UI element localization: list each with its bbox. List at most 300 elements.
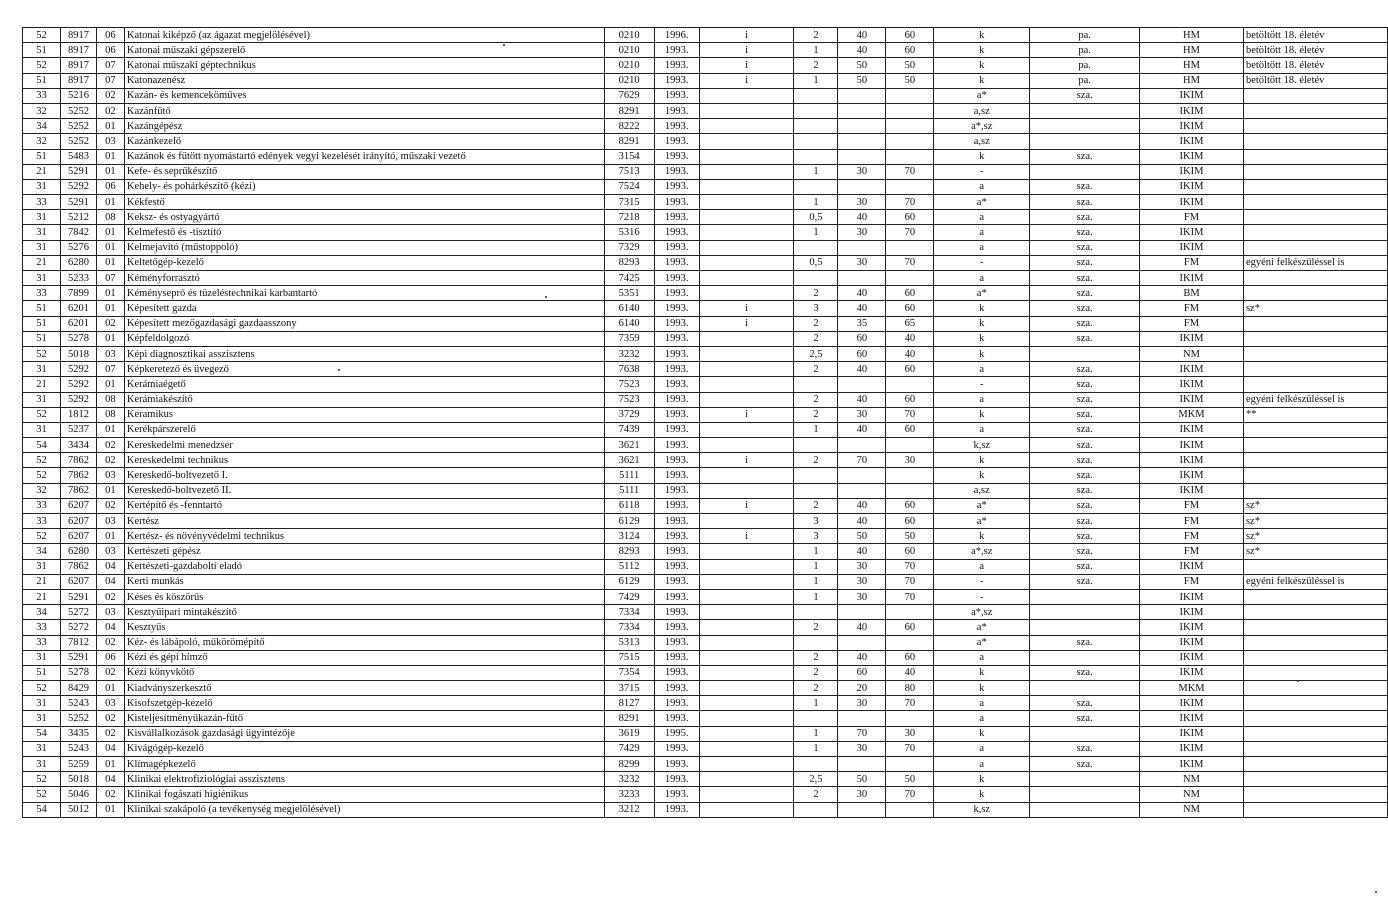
year-cell: 1993. (654, 195, 699, 210)
exam-type-cell (1030, 620, 1140, 635)
entry-flag-cell (699, 483, 794, 498)
year-cell: 1993. (654, 574, 699, 589)
occupation-name-cell: Képkeretező és üvegező (124, 362, 604, 377)
ministry-cell: HM (1140, 43, 1244, 58)
table-row (23, 28, 1388, 43)
exam-type-cell: sza. (1030, 696, 1140, 711)
duration-cell (794, 605, 838, 620)
table-row (23, 422, 1388, 437)
ministry-cell: IKIM (1140, 483, 1244, 498)
table-row (23, 179, 1388, 194)
year-cell: 1993. (654, 802, 699, 817)
exam-type-cell: sza. (1030, 240, 1140, 255)
entry-flag-cell (699, 164, 794, 179)
year-cell: 1993. (654, 225, 699, 240)
exam-type-cell: sza. (1030, 362, 1140, 377)
note-cell: sz* (1243, 301, 1387, 316)
year-cell: 1993. (654, 149, 699, 164)
duration-cell (794, 134, 838, 149)
exam-type-cell (1030, 802, 1140, 817)
entry-requirement-cell: a* (934, 195, 1030, 210)
note-cell (1243, 650, 1387, 665)
entry-requirement-cell: a* (934, 514, 1030, 529)
practice-percent-cell (886, 438, 934, 453)
year-cell: 1993. (654, 346, 699, 361)
occupation-name-cell: Kerámiakészítő (124, 392, 604, 407)
entry-requirement-cell: k (934, 529, 1030, 544)
practice-percent-cell: 70 (886, 559, 934, 574)
ministry-cell: NM (1140, 346, 1244, 361)
exam-type-cell: sza. (1030, 453, 1140, 468)
ministry-cell: IKIM (1140, 711, 1244, 726)
level-code-cell: 54 (23, 726, 61, 741)
note-cell (1243, 103, 1387, 118)
entry-requirement-cell: a*,sz (934, 544, 1030, 559)
entry-flag-cell: i (699, 498, 794, 513)
entry-flag-cell (699, 225, 794, 240)
duration-cell (794, 438, 838, 453)
practice-percent-cell: 60 (886, 392, 934, 407)
note-cell: betöltött 18. életév (1243, 28, 1387, 43)
feor-code-cell: 3434 (60, 438, 96, 453)
entry-flag-cell: i (699, 28, 794, 43)
table-row (23, 544, 1388, 559)
exam-type-cell: sza. (1030, 195, 1140, 210)
exam-type-cell: sza. (1030, 438, 1140, 453)
sub-code-cell: 03 (96, 468, 124, 483)
note-cell (1243, 210, 1387, 225)
table-row (23, 483, 1388, 498)
entry-requirement-cell: a (934, 240, 1030, 255)
table-row (23, 316, 1388, 331)
theory-percent-cell: 30 (838, 164, 886, 179)
duration-cell: 2,5 (794, 772, 838, 787)
level-code-cell: 34 (23, 544, 61, 559)
isco-code-cell: 0210 (604, 58, 654, 73)
sub-code-cell: 01 (96, 529, 124, 544)
theory-percent-cell (838, 605, 886, 620)
year-cell: 1993. (654, 757, 699, 772)
level-code-cell: 52 (23, 772, 61, 787)
note-cell: ** (1243, 407, 1387, 422)
theory-percent-cell: 40 (838, 514, 886, 529)
sub-code-cell: 01 (96, 802, 124, 817)
table-row (23, 210, 1388, 225)
feor-code-cell: 6207 (60, 498, 96, 513)
occupation-name-cell: Kéményseprő és tüzeléstechnikai karbantartó (124, 286, 604, 301)
exam-type-cell: sza. (1030, 377, 1140, 392)
entry-requirement-cell: - (934, 589, 1030, 604)
ministry-cell: NM (1140, 802, 1244, 817)
feor-code-cell: 5259 (60, 757, 96, 772)
practice-percent-cell (886, 757, 934, 772)
sub-code-cell: 01 (96, 255, 124, 270)
entry-requirement-cell: a,sz (934, 103, 1030, 118)
entry-requirement-cell: - (934, 255, 1030, 270)
ministry-cell: IKIM (1140, 726, 1244, 741)
table-row (23, 58, 1388, 73)
year-cell: 1993. (654, 179, 699, 194)
year-cell: 1993. (654, 559, 699, 574)
isco-code-cell: 3212 (604, 802, 654, 817)
entry-requirement-cell: k (934, 665, 1030, 680)
isco-code-cell: 7218 (604, 210, 654, 225)
practice-percent-cell (886, 179, 934, 194)
year-cell: 1993. (654, 635, 699, 650)
entry-requirement-cell: a (934, 422, 1030, 437)
feor-code-cell: 5291 (60, 650, 96, 665)
practice-percent-cell: 70 (886, 164, 934, 179)
entry-flag-cell (699, 741, 794, 756)
sub-code-cell: 01 (96, 164, 124, 179)
exam-type-cell: pa. (1030, 28, 1140, 43)
occupation-name-cell: Kazángépész (124, 119, 604, 134)
feor-code-cell: 7862 (60, 468, 96, 483)
sub-code-cell: 01 (96, 681, 124, 696)
ministry-cell: FM (1140, 574, 1244, 589)
year-cell: 1993. (654, 620, 699, 635)
duration-cell: 1 (794, 589, 838, 604)
duration-cell: 2 (794, 787, 838, 802)
entry-flag-cell (699, 620, 794, 635)
occupation-name-cell: Kazánkezelő (124, 134, 604, 149)
theory-percent-cell: 30 (838, 589, 886, 604)
occupation-name-cell: Kivágógép-kezelő (124, 741, 604, 756)
entry-flag-cell (699, 681, 794, 696)
practice-percent-cell: 70 (886, 741, 934, 756)
exam-type-cell: sza. (1030, 407, 1140, 422)
note-cell (1243, 726, 1387, 741)
feor-code-cell: 6280 (60, 255, 96, 270)
isco-code-cell: 5313 (604, 635, 654, 650)
entry-requirement-cell: k (934, 301, 1030, 316)
ministry-cell: IKIM (1140, 665, 1244, 680)
occupation-name-cell: Kertész- és növényvédelmi technikus (124, 529, 604, 544)
entry-requirement-cell: k,sz (934, 438, 1030, 453)
ministry-cell: IKIM (1140, 559, 1244, 574)
entry-requirement-cell: k (934, 772, 1030, 787)
duration-cell: 2 (794, 362, 838, 377)
duration-cell: 2 (794, 620, 838, 635)
exam-type-cell: sza. (1030, 635, 1140, 650)
practice-percent-cell: 60 (886, 650, 934, 665)
note-cell (1243, 787, 1387, 802)
year-cell: 1996. (654, 28, 699, 43)
ministry-cell: IKIM (1140, 195, 1244, 210)
practice-percent-cell: 70 (886, 696, 934, 711)
table-row (23, 195, 1388, 210)
ministry-cell: FM (1140, 544, 1244, 559)
occupation-name-cell: Kékfestő (124, 195, 604, 210)
practice-percent-cell: 60 (886, 28, 934, 43)
feor-code-cell: 6201 (60, 316, 96, 331)
sub-code-cell: 01 (96, 301, 124, 316)
sub-code-cell: 01 (96, 286, 124, 301)
table-row (23, 103, 1388, 118)
occupation-name-cell: Klinikai fogászati higiénikus (124, 787, 604, 802)
entry-flag-cell (699, 559, 794, 574)
table-body (23, 28, 1388, 818)
table-row (23, 514, 1388, 529)
table-row (23, 529, 1388, 544)
note-cell (1243, 772, 1387, 787)
note-cell (1243, 225, 1387, 240)
sub-code-cell: 08 (96, 392, 124, 407)
feor-code-cell: 5291 (60, 164, 96, 179)
isco-code-cell: 8291 (604, 103, 654, 118)
level-code-cell: 52 (23, 787, 61, 802)
entry-flag-cell (699, 179, 794, 194)
ministry-cell: HM (1140, 73, 1244, 88)
ministry-cell: IKIM (1140, 179, 1244, 194)
isco-code-cell: 7334 (604, 605, 654, 620)
note-cell: betöltött 18. életév (1243, 58, 1387, 73)
theory-percent-cell: 40 (838, 650, 886, 665)
feor-code-cell: 5292 (60, 377, 96, 392)
occupation-name-cell: Kesztyűs (124, 620, 604, 635)
duration-cell (794, 377, 838, 392)
entry-requirement-cell: k (934, 346, 1030, 361)
ministry-cell: IKIM (1140, 422, 1244, 437)
entry-requirement-cell: a* (934, 88, 1030, 103)
exam-type-cell (1030, 605, 1140, 620)
sub-code-cell: 04 (96, 772, 124, 787)
level-code-cell: 31 (23, 225, 61, 240)
duration-cell: 1 (794, 164, 838, 179)
table-row (23, 650, 1388, 665)
exam-type-cell: sza. (1030, 483, 1140, 498)
practice-percent-cell: 50 (886, 529, 934, 544)
sub-code-cell: 03 (96, 605, 124, 620)
note-cell (1243, 589, 1387, 604)
theory-percent-cell (838, 179, 886, 194)
sub-code-cell: 02 (96, 711, 124, 726)
feor-code-cell: 5278 (60, 665, 96, 680)
occupation-name-cell: Kereskedő-boltvezető I. (124, 468, 604, 483)
level-code-cell: 52 (23, 28, 61, 43)
year-cell: 1993. (654, 711, 699, 726)
entry-requirement-cell: a (934, 179, 1030, 194)
theory-percent-cell: 40 (838, 498, 886, 513)
feor-code-cell: 5291 (60, 195, 96, 210)
exam-type-cell (1030, 726, 1140, 741)
table-row (23, 73, 1388, 88)
occupation-name-cell: Klinikai elektrofiziológiai asszisztens (124, 772, 604, 787)
note-cell (1243, 134, 1387, 149)
entry-flag-cell: i (699, 529, 794, 544)
note-cell: egyéni felkészüléssel is (1243, 392, 1387, 407)
duration-cell (794, 179, 838, 194)
ministry-cell: NM (1140, 787, 1244, 802)
year-cell: 1993. (654, 164, 699, 179)
note-cell: egyéni felkészüléssel is (1243, 255, 1387, 270)
duration-cell (794, 271, 838, 286)
entry-requirement-cell: a (934, 362, 1030, 377)
exam-type-cell: sza. (1030, 392, 1140, 407)
occupation-name-cell: Keramikus (124, 407, 604, 422)
theory-percent-cell: 40 (838, 392, 886, 407)
occupation-name-cell: Képesített gazda (124, 301, 604, 316)
table-row (23, 757, 1388, 772)
sub-code-cell: 03 (96, 544, 124, 559)
entry-flag-cell (699, 134, 794, 149)
feor-code-cell: 5292 (60, 362, 96, 377)
duration-cell: 1 (794, 559, 838, 574)
theory-percent-cell: 40 (838, 43, 886, 58)
theory-percent-cell: 40 (838, 210, 886, 225)
table-row (23, 407, 1388, 422)
entry-flag-cell (699, 377, 794, 392)
sub-code-cell: 01 (96, 225, 124, 240)
sub-code-cell: 01 (96, 195, 124, 210)
duration-cell: 2 (794, 650, 838, 665)
practice-percent-cell: 50 (886, 58, 934, 73)
year-cell: 1993. (654, 240, 699, 255)
level-code-cell: 52 (23, 468, 61, 483)
level-code-cell: 31 (23, 210, 61, 225)
sub-code-cell: 07 (96, 362, 124, 377)
level-code-cell: 21 (23, 255, 61, 270)
isco-code-cell: 7515 (604, 650, 654, 665)
theory-percent-cell (838, 635, 886, 650)
note-cell (1243, 741, 1387, 756)
duration-cell: 2 (794, 665, 838, 680)
table-row (23, 88, 1388, 103)
feor-code-cell: 1812 (60, 407, 96, 422)
theory-percent-cell: 40 (838, 286, 886, 301)
sub-code-cell: 01 (96, 377, 124, 392)
entry-flag-cell (699, 438, 794, 453)
duration-cell: 2 (794, 316, 838, 331)
practice-percent-cell: 30 (886, 453, 934, 468)
note-cell (1243, 195, 1387, 210)
table-row (23, 438, 1388, 453)
theory-percent-cell: 20 (838, 681, 886, 696)
isco-code-cell: 8299 (604, 757, 654, 772)
sub-code-cell: 06 (96, 28, 124, 43)
isco-code-cell: 7329 (604, 240, 654, 255)
year-cell: 1993. (654, 103, 699, 118)
feor-code-cell: 5292 (60, 392, 96, 407)
feor-code-cell: 7812 (60, 635, 96, 650)
exam-type-cell: sza. (1030, 271, 1140, 286)
table-row (23, 468, 1388, 483)
exam-type-cell: sza. (1030, 210, 1140, 225)
exam-type-cell: pa. (1030, 43, 1140, 58)
duration-cell: 1 (794, 43, 838, 58)
exam-type-cell (1030, 134, 1140, 149)
isco-code-cell: 5111 (604, 468, 654, 483)
exam-type-cell: sza. (1030, 468, 1140, 483)
duration-cell: 0,5 (794, 210, 838, 225)
sub-code-cell: 02 (96, 726, 124, 741)
entry-flag-cell (699, 468, 794, 483)
isco-code-cell: 7334 (604, 620, 654, 635)
table-row (23, 149, 1388, 164)
ministry-cell: IKIM (1140, 103, 1244, 118)
isco-code-cell: 5112 (604, 559, 654, 574)
level-code-cell: 33 (23, 195, 61, 210)
level-code-cell: 31 (23, 757, 61, 772)
entry-requirement-cell: a* (934, 620, 1030, 635)
practice-percent-cell: 60 (886, 422, 934, 437)
table-row (23, 362, 1388, 377)
table-row (23, 605, 1388, 620)
ministry-cell: MKM (1140, 407, 1244, 422)
theory-percent-cell (838, 119, 886, 134)
occupation-name-cell: Késes és köszörűs (124, 589, 604, 604)
note-cell (1243, 88, 1387, 103)
feor-code-cell: 3435 (60, 726, 96, 741)
note-cell (1243, 696, 1387, 711)
exam-type-cell (1030, 650, 1140, 665)
year-cell: 1993. (654, 392, 699, 407)
entry-flag-cell (699, 772, 794, 787)
entry-flag-cell (699, 392, 794, 407)
practice-percent-cell (886, 802, 934, 817)
feor-code-cell: 6201 (60, 301, 96, 316)
practice-percent-cell: 70 (886, 589, 934, 604)
occupation-name-cell: Kertészeti-gazdabolti eladó (124, 559, 604, 574)
year-cell: 1993. (654, 772, 699, 787)
ministry-cell: IKIM (1140, 134, 1244, 149)
entry-requirement-cell: a (934, 210, 1030, 225)
isco-code-cell: 7429 (604, 589, 654, 604)
duration-cell: 1 (794, 696, 838, 711)
feor-code-cell: 5252 (60, 711, 96, 726)
practice-percent-cell: 80 (886, 681, 934, 696)
isco-code-cell: 7513 (604, 164, 654, 179)
level-code-cell: 21 (23, 589, 61, 604)
isco-code-cell: 3621 (604, 453, 654, 468)
occupation-name-cell: Kerékpárszerelő (124, 422, 604, 437)
exam-type-cell: pa. (1030, 73, 1140, 88)
exam-type-cell: sza. (1030, 514, 1140, 529)
exam-type-cell: sza. (1030, 301, 1140, 316)
entry-flag-cell (699, 696, 794, 711)
sub-code-cell: 03 (96, 346, 124, 361)
scan-speck (503, 44, 505, 46)
entry-flag-cell (699, 422, 794, 437)
occupation-name-cell: Kézi könyvkötő (124, 665, 604, 680)
theory-percent-cell: 70 (838, 453, 886, 468)
duration-cell (794, 103, 838, 118)
isco-code-cell: 3621 (604, 438, 654, 453)
isco-code-cell: 6118 (604, 498, 654, 513)
duration-cell: 0,5 (794, 255, 838, 270)
isco-code-cell: 8291 (604, 711, 654, 726)
occupation-name-cell: Kereskedelmi technikus (124, 453, 604, 468)
exam-type-cell: sza. (1030, 574, 1140, 589)
note-cell (1243, 422, 1387, 437)
duration-cell: 2 (794, 407, 838, 422)
feor-code-cell: 5212 (60, 210, 96, 225)
table-row (23, 726, 1388, 741)
entry-requirement-cell: a (934, 696, 1030, 711)
level-code-cell: 34 (23, 119, 61, 134)
year-cell: 1993. (654, 483, 699, 498)
exam-type-cell: sza. (1030, 286, 1140, 301)
sub-code-cell: 01 (96, 240, 124, 255)
entry-requirement-cell: a (934, 271, 1030, 286)
sub-code-cell: 01 (96, 119, 124, 134)
table-row (23, 225, 1388, 240)
theory-percent-cell (838, 88, 886, 103)
occupation-name-cell: Klímagépkezelő (124, 757, 604, 772)
ministry-cell: FM (1140, 498, 1244, 513)
feor-code-cell: 5278 (60, 331, 96, 346)
level-code-cell: 31 (23, 559, 61, 574)
